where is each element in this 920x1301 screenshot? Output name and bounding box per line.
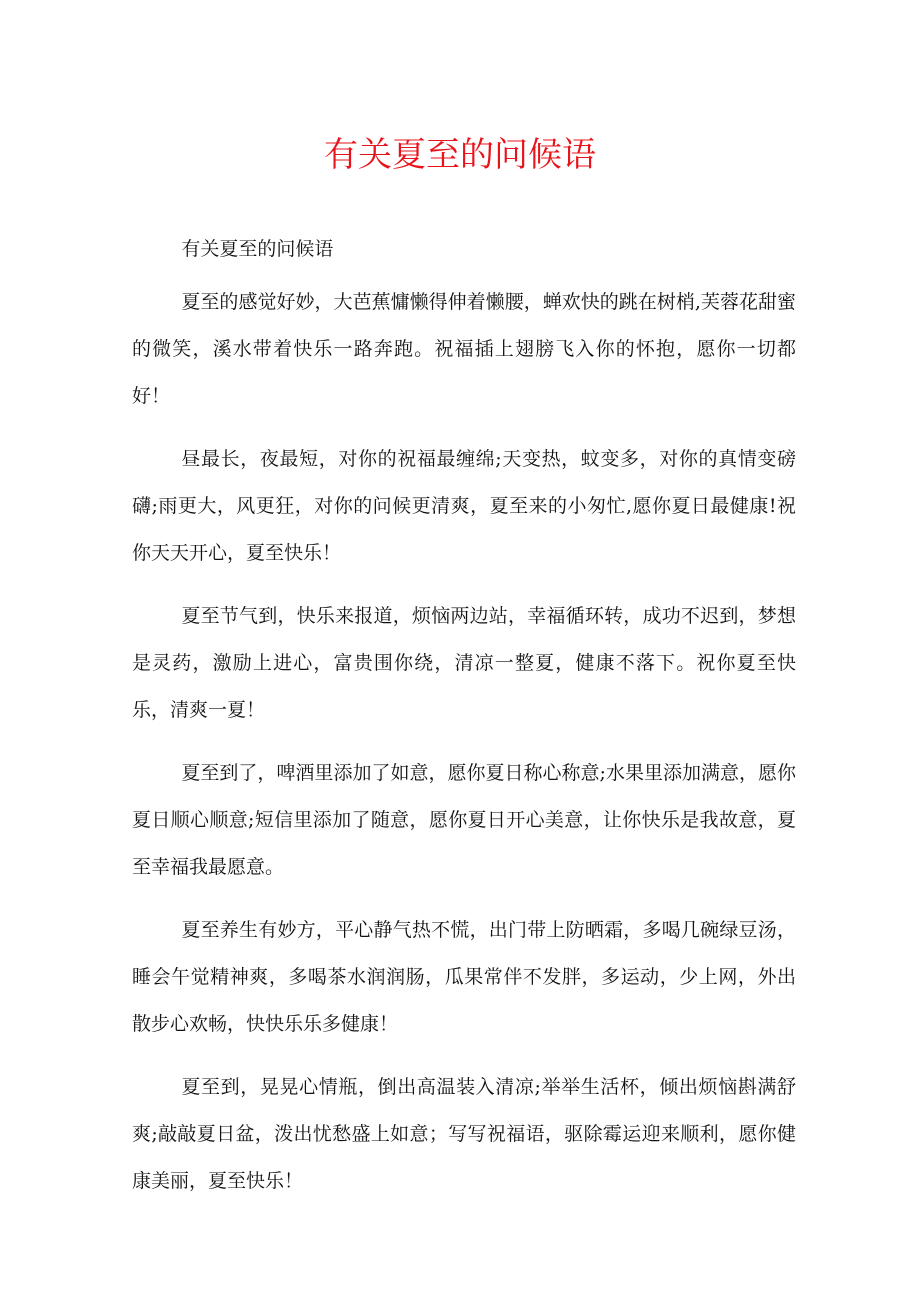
paragraph: 夏至养生有妙方，平心静气热不慌，出门带上防晒霜，多喝几碗绿豆汤，睡会午觉精神爽，多喝茶水润润肠，瓜果常伴不发胖，多运动，少上网，外出散步心欢畅，快快乐乐多健康！ [132,919,796,1035]
paragraph: 夏至到，晃晃心情瓶，倒出高温装入清凉;举举生活杯，倾出烦恼斟满舒爽;敲敲夏日盆，泼出忧愁盛上如意；写写祝福语，驱除霉运迎来顺利，愿你健康美丽，夏至快乐！ [132,1076,796,1192]
paragraph: 夏至的感觉好妙，大芭蕉慵懒得伸着懒腰，蝉欢快的跳在树梢,芙蓉花甜蜜的微笑，溪水带着快乐一路奔跑。祝福插上翅膀飞入你的怀抱，愿你一切都好！ [132,291,796,407]
paragraph: 夏至节气到，快乐来报道，烦恼两边站，幸福循环转，成功不迟到，梦想是灵药，激励上进心，富贵围你绕，清凉一整夏，健康不落下。祝你夏至快乐，清爽一夏！ [132,605,796,721]
paragraph-subtitle: 有关夏至的问候语 [181,238,334,260]
document-body [132,226,796,1221]
paragraph: 昼最长，夜最短，对你的祝福最缠绵;天变热，蚊变多，对你的真情变磅礴;雨更大，风更狂，对你的问候更清爽，夏至来的小匆忙,愿你夏日最健康!祝你天天开心，夏至快乐！ [132,448,796,564]
document-title: 有关夏至的问候语 [324,135,596,175]
paragraph: 夏至到了，啤酒里添加了如意，愿你夏日称心称意;水果里添加满意，愿你夏日顺心顺意;短信里添加了随意，愿你夏日开心美意，让你快乐是我故意，夏至幸福我最愿意。 [132,762,796,878]
